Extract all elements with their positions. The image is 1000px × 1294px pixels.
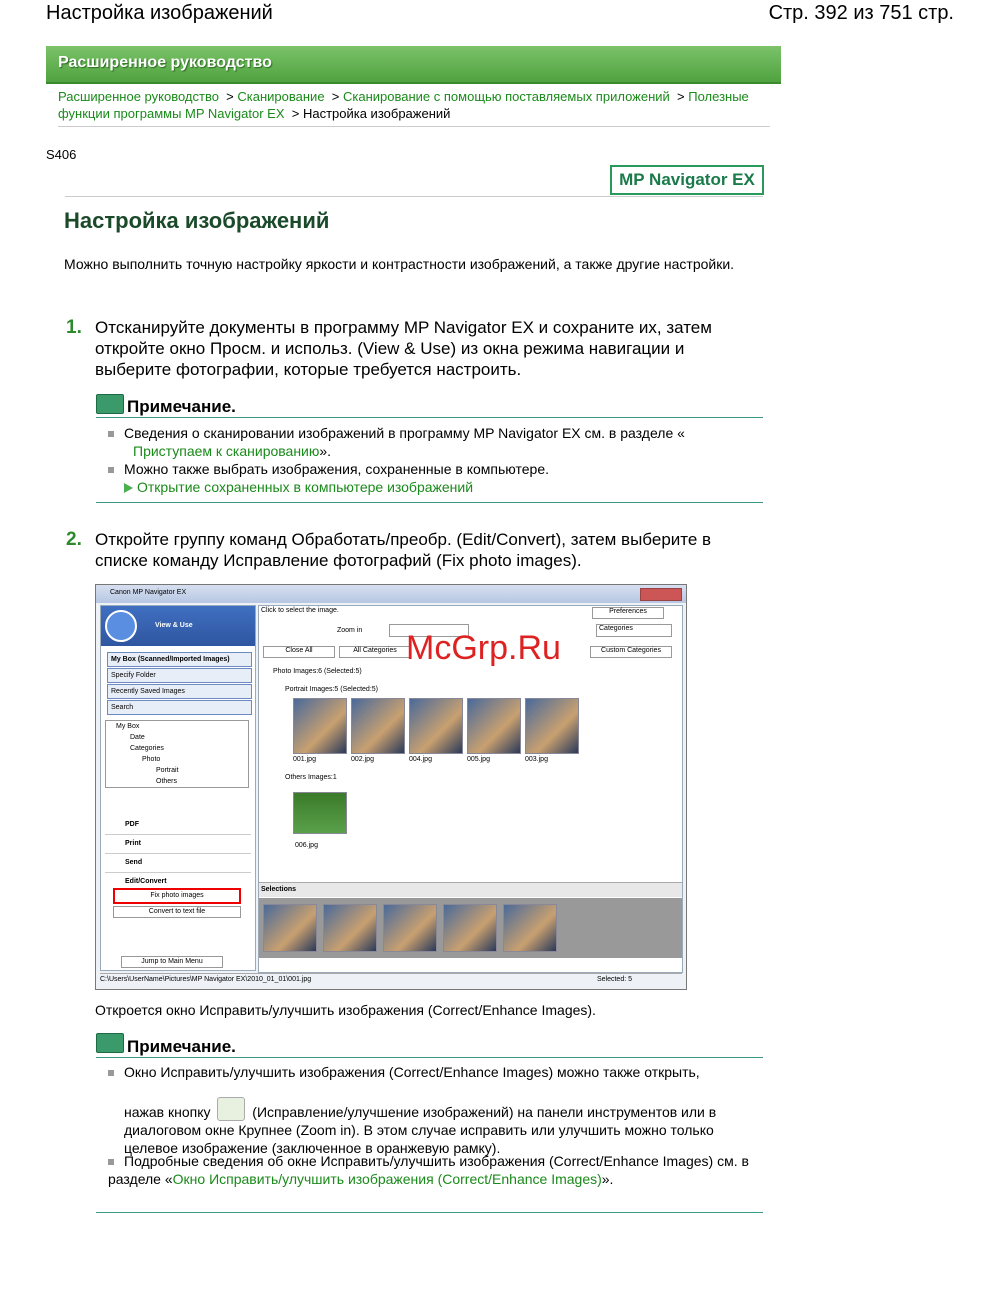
correct-enhance-icon [217,1097,245,1121]
group-others-label: Others Images:1 [285,774,337,781]
result-text: Откроется окно Исправить/улучшить изображения (Correct/Enhance Images). [95,1002,596,1018]
divider [96,1212,763,1213]
note-link[interactable]: Приступаем к сканированию [133,443,320,459]
divider [96,502,763,503]
note-heading: Примечание. [127,1037,236,1056]
breadcrumb-link[interactable]: Расширенное руководство [58,89,219,104]
jump-main-menu-button[interactable]: Jump to Main Menu [121,956,223,968]
window-controls-icon [640,588,682,601]
app-screenshot [95,584,687,990]
divider [96,1057,763,1058]
mybox-button[interactable]: My Box (Scanned/Imported Images) [107,652,252,667]
breadcrumb-link[interactable]: Сканирование [237,89,325,104]
page-counter: Стр. 392 из 751 стр. [768,2,954,24]
note-heading: Примечание. [127,397,236,416]
preferences-button[interactable]: Preferences [592,607,664,619]
status-bar: C:\Users\UserName\Pictures\MP Navigator EX\2010_01_01\001.jpg Selected: 5 [100,973,682,986]
book-icon [96,1033,124,1053]
action-list [105,816,251,891]
breadcrumb-current: Настройка изображений [302,106,451,121]
thumbnail [323,904,377,952]
step-text: Отсканируйте документы в программу MP Navigator EX и сохраните их, затем откройте окно Просм. и использ. (View & Use) из окна режима навигации и выберите фотографии, которые требуется настроить. [95,318,712,379]
thumbnail [443,904,497,952]
product-logo: MP Navigator EX [610,165,764,195]
custom-categories-button[interactable]: Custom Categories [590,646,672,658]
image-panel: Click to select the image. Preferences Zoom in Categories Close All All Categories Custom Categories Photo Images:6 (Selected:5) Portrait Images:5 (Selected:5) 001.jpg 002.jpg 004.jpg 005.jpg 003.jpg Others Images:1 006.jpg Selections [258,605,683,973]
thumbnail[interactable] [293,792,347,834]
search-button[interactable]: Search [107,700,252,715]
page-header-title: Настройка изображений [46,2,273,24]
divider [58,126,770,127]
thumbnail[interactable] [351,698,405,754]
list-item: Окно Исправить/улучшить изображения (Correct/Enhance Images) можно также открыть, [108,1063,758,1081]
thumbnail [383,904,437,952]
watermark: McGrp.Ru [406,629,561,667]
print-action[interactable]: Print [105,835,251,854]
list-item: Можно также выбрать изображения, сохраненные в компьютере. Открытие сохраненных в компьютере изображений [108,460,748,496]
step-number: 2. [66,529,82,550]
categories-select[interactable]: Categories [596,624,672,637]
section-banner [46,46,781,84]
selections-label: Selections [259,882,682,897]
group-portrait-label: Portrait Images:5 (Selected:5) [285,686,378,693]
divider [96,417,763,418]
thumbnail[interactable] [467,698,521,754]
divider [65,196,763,197]
note-link[interactable]: Окно Исправить/улучшить изображения (Correct/Enhance Images) [172,1171,602,1187]
note-link[interactable]: Открытие сохраненных в компьютере изображений [137,479,474,495]
left-panel [100,605,256,971]
zoom-in-button[interactable]: Zoom in [337,627,363,634]
view-use-header: View & Use [101,606,255,646]
thumbnail [263,904,317,952]
send-action[interactable]: Send [105,854,251,873]
breadcrumb-link[interactable]: Сканирование с помощью поставляемых приложений [343,89,670,104]
list-item: Сведения о сканировании изображений в программу MP Navigator EX см. в разделе « Приступаем к сканированию». [108,424,748,460]
step-text: Откройте группу команд Обработать/преобр. (Edit/Convert), затем выберите в списке команду Исправление фотографий (Fix photo images). [95,530,712,570]
banner-label: Расширенное руководство [58,54,272,71]
thumbnail[interactable] [409,698,463,754]
selections-strip [259,898,682,958]
edit-convert-action[interactable]: Edit/Convert [125,878,167,885]
page-title: Настройка изображений [64,208,330,233]
arrow-icon [124,483,133,493]
all-categories-button[interactable]: All Categories [339,646,411,658]
specify-folder-button[interactable]: Specify Folder [107,668,252,683]
pdf-action[interactable]: PDF [105,816,251,835]
recently-saved-button[interactable]: Recently Saved Images [107,684,252,699]
navigator-icon [105,610,137,642]
thumbnail [503,904,557,952]
list-item-continued: нажав кнопку (Исправление/улучшение изображений) на панели инструментов или в диалоговом окне Крупнее (Zoom in). В этом случае исправить или улучшить можно только целевое изображение (заключенное в оранжевую рамку). [124,1097,754,1157]
thumbnail[interactable] [293,698,347,754]
breadcrumb-link[interactable]: Полезные функции программы MP Navigator EX [58,89,749,121]
book-icon [96,394,124,414]
step-number: 1. [66,317,82,338]
intro-text: Можно выполнить точную настройку яркости и контрастности изображений, а также другие настройки. [64,256,735,272]
fix-photo-images-button[interactable]: Fix photo images [113,888,241,904]
breadcrumb: Расширенное руководство > Сканирование > Сканирование с помощью поставляемых приложений > Полезные функции программы MP Navigator EX > Настройка изображений [58,89,749,121]
close-all-button[interactable]: Close All [263,646,335,658]
thumbnail[interactable] [525,698,579,754]
doc-code: S406 [46,147,77,162]
folder-tree: My Box Date Categories Photo Portrait Others [105,720,249,788]
list-item: Подробные сведения об окне Исправить/улучшить изображения (Correct/Enhance Images) см. в разделе «Окно Исправить/улучшить изображения (Correct/Enhance Images)». [108,1153,749,1187]
window-titlebar: Canon MP Navigator EX [96,585,686,603]
convert-to-text-button[interactable]: Convert to text file [113,906,241,918]
group-photo-label: Photo Images:6 (Selected:5) [273,668,362,675]
